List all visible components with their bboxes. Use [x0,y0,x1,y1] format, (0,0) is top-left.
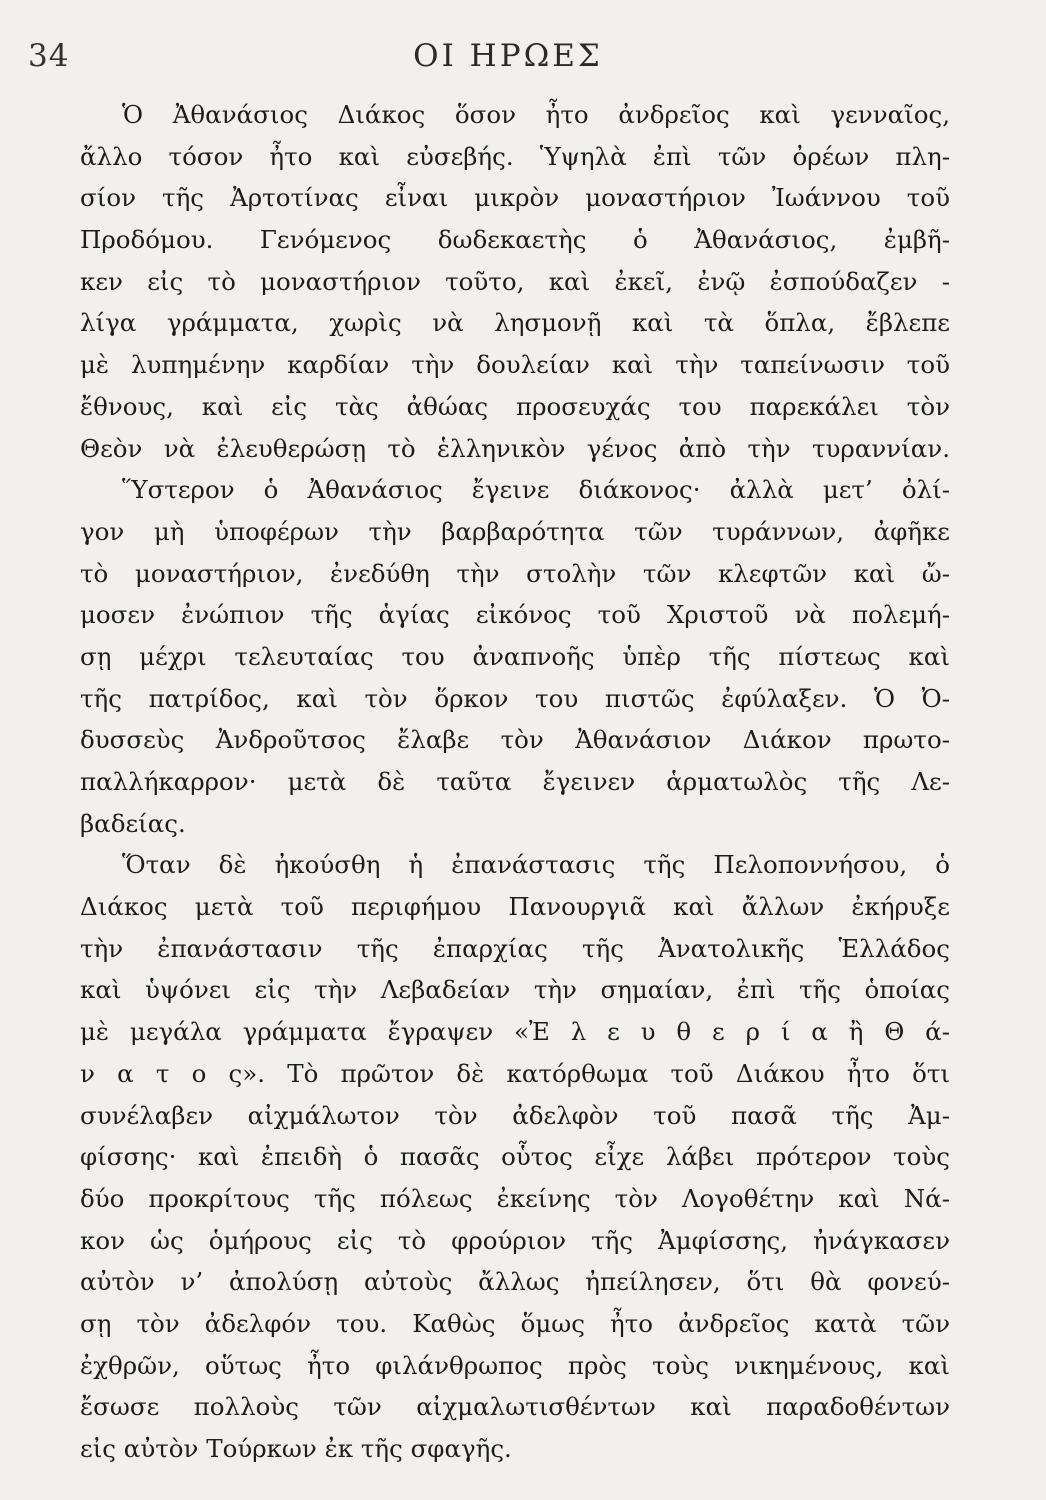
text-line: τὸ μοναστήριον, ἐνεδύθη τὴν στολὴν τῶν κλεφτῶν καὶ ὤ- [80,558,950,588]
text-line: εἰς αὐτὸν Τούρκων ἐκ τῆς σφαγῆς. [80,1434,512,1463]
text-line: λίγα γράμματα, χωρὶς νὰ λησμονῇ καὶ τὰ ὅπλα, ἔβλεπε [80,308,950,338]
text-line: καὶ ὑψόνει εἰς τὴν Λεβαδείαν τὴν σημαίαν, ἐπὶ τῆς ὁποίας [80,975,950,1005]
text-line: δύο προκρίτους τῆς πόλεως ἐκείνης τὸν Λογοθέτην καὶ Νά- [80,1183,950,1213]
text-line: τῆς πατρίδος, καὶ τὸν ὅρκον του πιστῶς ἐφύλαξεν. Ὁ Ὀ- [80,683,950,713]
text-line: παλλήκαρρον· μετὰ δὲ ταῦτα ἔγεινεν ἁρματωλὸς τῆς Λε- [80,767,950,796]
text-line: Ὕστερον ὁ Ἀθανάσιος ἔγεινε διάκονος· ἀλλὰ μετ’ ὀλί- [122,475,950,505]
text-line: ἄλλο τόσον ἦτο καὶ εὐσεβής. Ὑψηλὰ ἐπὶ τῶν ὀρέων πλη- [80,141,950,171]
body-text [80,94,950,1470]
text-line: μοσεν ἐνώπιον τῆς ἁγίας εἰκόνος τοῦ Χριστοῦ νὰ πολεμή- [80,600,950,630]
text-line: Ὁ Ἀθανάσιος Διάκος ὅσον ἦτο ἀνδρεῖος καὶ γενναῖος, [122,100,950,129]
page-header [28,30,988,74]
text-line: σίον τῆς Ἀρτοτίνας εἶναι μικρὸν μοναστήριον Ἰωάννου τοῦ [80,183,950,213]
text-line: βαδείας. [80,808,186,838]
text-line: Προδόμου. Γενόμενος δωδεκαετὴς ὁ Ἀθανάσιος, ἐμβῆ- [80,225,950,255]
text-line: κον ὡς ὁμήρους εἰς τὸ φρούριον τῆς Ἀμφίσσης, ἠνάγκασεν [80,1225,950,1255]
text-line: ν α τ ο ς». Τὸ πρῶτον δὲ κατόρθωμα τοῦ Διάκου ἦτο ὅτι [80,1058,950,1088]
text-line: δυσσεὺς Ἀνδροῦτσος ἔλαβε τὸν Ἀθανάσιον Διάκον πρωτο- [80,725,950,755]
text-line: γον μὴ ὑποφέρων τὴν βαρβαρότητα τῶν τυράννων, ἀφῆκε [80,516,950,546]
text-line: τὴν ἐπανάστασιν τῆς ἐπαρχίας τῆς Ἀνατολικῆς Ἑλλάδος [80,933,950,963]
page-number: 34 [28,38,70,74]
text-line: Ὅταν δὲ ἠκούσθη ἡ ἐπανάστασις τῆς Πελοποννήσου, ὁ [122,850,950,880]
text-line: Θεὸν νὰ ἐλευθερώσῃ τὸ ἑλληνικὸν γένος ἀπὸ τὴν τυραννίαν. [80,433,950,463]
running-title: ΟΙ ΗΡΩΕΣ [413,38,603,74]
text-line: σῃ μέχρι τελευταίας του ἀναπνοῆς ὑπὲρ τῆς πίστεως καὶ [80,641,950,671]
text-line: φίσσης· καὶ ἐπειδὴ ὁ πασᾶς οὗτος εἶχε λάβει πρότερον τοὺς [80,1142,950,1172]
text-line: ἔθνους, καὶ εἰς τὰς ἀθώας προσευχάς του παρεκάλει τὸν [80,391,950,421]
text-line: μὲ μεγάλα γράμματα ἔγραψεν «Ἐ λ ε υ θ ε ρ ί α ἢ Θ ά- [80,1017,950,1047]
text-line: σῃ τὸν ἀδελφόν του. Καθὼς ὅμως ἦτο ἀνδρεῖος κατὰ τῶν [80,1308,950,1338]
text-line: αὐτὸν ν’ ἀπολύσῃ αὐτοὺς ἄλλως ἠπείλησεν, ὅτι θὰ φονεύ- [80,1267,950,1297]
text-line: κεν εἰς τὸ μοναστήριον τοῦτο, καὶ ἐκεῖ, ἐνῷ ἐσπούδαζεν - [80,266,950,296]
text-line: μὲ λυπημένην καρδίαν τὴν δουλείαν καὶ τὴν ταπείνωσιν τοῦ [80,350,950,380]
text-line: συνέλαβεν αἰχμάλωτον τὸν ἀδελφὸν τοῦ πασᾶ τῆς Ἀμ- [80,1100,950,1130]
text-line: Διάκος μετὰ τοῦ περιφήμου Πανουργιᾶ καὶ ἄλλων ἐκήρυξε [80,892,950,922]
text-line: ἐχθρῶν, οὕτως ἦτο φιλάνθρωπος πρὸς τοὺς νικημένους, καὶ [80,1350,950,1380]
text-line: ἔσωσε πολλοὺς τῶν αἰχμαλωτισθέντων καὶ παραδοθέντων [80,1392,950,1422]
